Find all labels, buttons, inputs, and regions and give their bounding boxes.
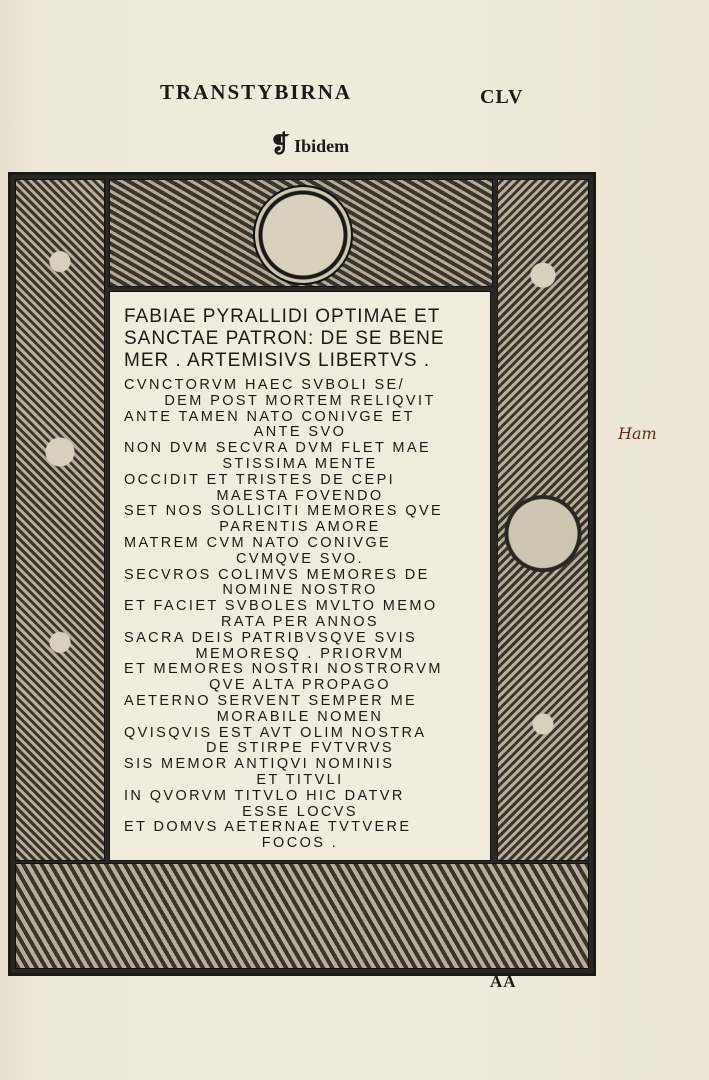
ornamental-border-right: [497, 179, 589, 861]
handwritten-margin-note: Ham: [618, 424, 657, 443]
verse-line: SIS MEMOR ANTIQVI NOMINIS: [124, 756, 395, 773]
verse-line: FOCOS .: [261, 835, 339, 852]
portrait-medallion-image: [253, 185, 353, 285]
inscription-title: [110, 306, 490, 372]
verse-line: AETERNO SERVENT SEMPER ME: [124, 692, 418, 709]
folio-number: CLV: [480, 86, 524, 108]
verse-line: MAESTA FOVENDO: [216, 487, 384, 504]
woodcut-frame: [8, 172, 596, 976]
verse-line: MEMORESQ . PRIORVM: [195, 645, 405, 662]
verse-line: ANTE SVO: [253, 424, 347, 441]
verse-line: PARENTIS AMORE: [219, 519, 381, 536]
pilcrow-icon: ❡: [270, 132, 291, 158]
verse-line: QVE ALTA PROPAGO: [209, 677, 391, 694]
hunting-scene-image: [15, 863, 589, 969]
verse-line: DEM POST MORTEM RELIQVIT: [164, 392, 436, 409]
signature-mark: AA: [490, 972, 517, 991]
verse-line: SECVROS COLIMVS MEMORES DE: [124, 566, 430, 583]
title-line: SANCTAE PATRON: DE SE BENE: [124, 328, 445, 349]
verse-line: MORABILE NOMEN: [216, 708, 384, 725]
verse-line: SACRA DEIS PATRIBVSQVE SVIS: [124, 629, 418, 646]
verse-line: SET NOS SOLLICITI MEMORES QVE: [124, 503, 444, 520]
section-heading-label: Ibidem: [294, 136, 350, 156]
verse-line: RATA PER ANNOS: [221, 613, 379, 630]
verse-line: CVMQVE SVO.: [236, 550, 364, 567]
verse-line: QVISQVIS EST AVT OLIM NOSTRA: [124, 724, 427, 741]
verse-line: NOMINE NOSTRO: [222, 582, 378, 599]
ornamental-border-top: [109, 179, 493, 287]
verse-line: ET DOMVS AETERNAE TVTVERE: [124, 819, 412, 836]
verse-line: ET FACIET SVBOLES MVLTO MEMO: [124, 598, 438, 615]
verse-line: NON DVM SECVRA DVM FLET MAE: [124, 440, 432, 457]
verse-line: ET TITVLI: [256, 771, 344, 788]
inscription-text: [110, 306, 490, 852]
verse-line: STISSIMA MENTE: [222, 455, 378, 472]
ornamental-border-left: [15, 179, 105, 861]
verse-line: ET MEMORES NOSTRI NOSTRORVM: [124, 661, 443, 678]
running-head: TRANSTYBIRNA: [160, 80, 353, 104]
title-line: FABIAE PYRALLIDI OPTIMAE ET: [124, 306, 441, 327]
verse-line: MATREM CVM NATO CONIVGE: [124, 534, 392, 551]
title-line: MER . ARTEMISIVS LIBERTVS .: [124, 350, 431, 371]
verse-line: ANTE TAMEN NATO CONIVGE ET: [124, 408, 415, 425]
verse-line: CVNCTORVM HAEC SVBOLI SE/: [124, 377, 406, 393]
verse-line: OCCIDIT ET TRISTES DE CEPI: [124, 471, 396, 488]
section-heading: [270, 130, 349, 159]
verse-line: DE STIRPE FVTVRVS: [206, 740, 394, 757]
verse-line: ESSE LOCVS: [242, 803, 358, 820]
verse-line: IN QVORVM TITVLO HIC DATVR: [124, 787, 405, 804]
inscription-panel: [109, 291, 491, 861]
verse-list: [110, 378, 490, 852]
